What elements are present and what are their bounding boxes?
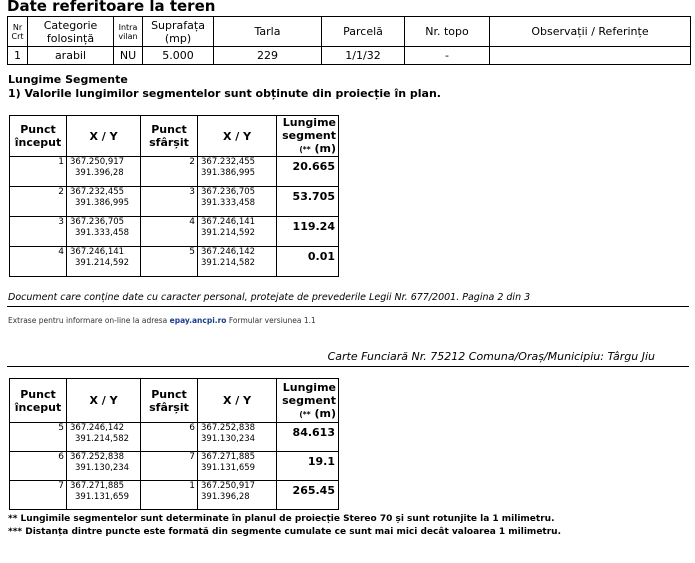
coord-x: 367.246,142 bbox=[201, 247, 256, 257]
coord-y: 391.130,234 bbox=[75, 463, 130, 473]
segments-body-2 bbox=[10, 423, 339, 510]
lungime-cell: 0.01 bbox=[277, 247, 339, 277]
header-punct-inceput bbox=[10, 116, 67, 157]
punct-sfarsit-cell: 6 bbox=[141, 423, 198, 452]
segment-row bbox=[10, 157, 339, 187]
header-xy-start: X / Y bbox=[67, 379, 141, 423]
cell-parcela: 1/1/32 bbox=[322, 47, 405, 65]
coord-y: 391.131,659 bbox=[75, 492, 130, 502]
header-punct-inceput-line2: început bbox=[14, 136, 62, 149]
coord-y: 391.214,592 bbox=[201, 228, 256, 238]
coord-start-cell bbox=[67, 187, 141, 217]
coord-x: 367.252,838 bbox=[70, 452, 125, 462]
segments-table-1 bbox=[9, 115, 339, 277]
header-intravilan-line1: Intra bbox=[118, 22, 138, 32]
coord-x: 367.271,885 bbox=[70, 481, 125, 491]
header-xy-end: X / Y bbox=[198, 379, 277, 423]
header-punct-inceput-line1: Punct bbox=[20, 387, 56, 401]
header-intravilan-line2: vilan bbox=[118, 31, 138, 41]
segment-row bbox=[10, 481, 339, 510]
coord-end-cell bbox=[198, 157, 277, 187]
lungime-cell: 20.665 bbox=[277, 157, 339, 187]
cell-intravilan: NU bbox=[114, 47, 143, 65]
header-tarla: Tarla bbox=[214, 17, 322, 47]
segments-header-row bbox=[10, 116, 339, 157]
header-lungime bbox=[277, 379, 339, 423]
segment-row bbox=[10, 217, 339, 247]
punct-inceput-cell: 4 bbox=[10, 247, 67, 277]
coord-x: 367.250,917 bbox=[70, 157, 125, 167]
page-divider bbox=[7, 306, 689, 307]
header-lungime bbox=[277, 116, 339, 157]
punct-inceput-cell: 7 bbox=[10, 481, 67, 510]
coord-x: 367.252,838 bbox=[201, 423, 256, 433]
header-punct-sfarsit-line1: Punct bbox=[151, 387, 187, 401]
extras-prefix: Extrase pentru informare on-line la adresa bbox=[8, 316, 170, 325]
header-lungime-mark: (** bbox=[299, 409, 311, 419]
coord-y: 391.214,582 bbox=[201, 258, 256, 268]
coord-end-cell bbox=[198, 247, 277, 277]
coord-start-cell bbox=[67, 217, 141, 247]
coord-end-cell bbox=[198, 481, 277, 510]
extras-note bbox=[8, 316, 316, 325]
header-lungime-line1: Lungime bbox=[282, 116, 336, 129]
punct-sfarsit-cell: 3 bbox=[141, 187, 198, 217]
footnote-2: *** Distanța dintre puncte este formată din segmente cumulate ce sunt mai mici decât valoarea 1 milimetru. bbox=[8, 527, 561, 537]
header-xy-start: X / Y bbox=[67, 116, 141, 157]
lungime-cell: 53.705 bbox=[277, 187, 339, 217]
lungime-cell: 265.45 bbox=[277, 481, 339, 510]
punct-inceput-cell: 1 bbox=[10, 157, 67, 187]
coord-y: 391.386,995 bbox=[75, 198, 130, 208]
punct-inceput-cell: 2 bbox=[10, 187, 67, 217]
segment-row bbox=[10, 247, 339, 277]
lungime-section bbox=[8, 73, 441, 101]
footnote-1: ** Lungimile segmentelor sunt determinate în planul de proiecție Stereo 70 și sunt rotunjite la 1 milimetru. bbox=[8, 514, 555, 524]
coord-y: 391.130,234 bbox=[201, 434, 256, 444]
segments-table-2 bbox=[9, 378, 339, 510]
punct-sfarsit-cell: 2 bbox=[141, 157, 198, 187]
coord-x: 367.236,705 bbox=[201, 187, 256, 197]
header-nr-crt bbox=[8, 17, 28, 47]
header-punct-sfarsit-line2: sfârșit bbox=[149, 400, 189, 414]
coord-end-cell bbox=[198, 452, 277, 481]
header-punct-inceput-line1: Punct bbox=[20, 123, 56, 136]
coord-y: 391.131,659 bbox=[201, 463, 256, 473]
coord-y: 391.386,995 bbox=[201, 168, 256, 178]
punct-inceput-cell: 5 bbox=[10, 423, 67, 452]
header-punct-sfarsit-line2: sfârșit bbox=[149, 136, 189, 149]
coord-x: 367.232,455 bbox=[70, 187, 125, 197]
coord-end-cell bbox=[198, 217, 277, 247]
header-punct-sfarsit-line1: Punct bbox=[151, 123, 187, 136]
coord-x: 367.250,917 bbox=[201, 481, 256, 491]
segment-row bbox=[10, 187, 339, 217]
document-note: Document care conține date cu caracter personal, protejate de prevederile Legii Nr. 677/2001. Pagina 2 din 3 bbox=[8, 292, 531, 303]
section-title: Date referitoare la teren bbox=[7, 0, 216, 15]
punct-sfarsit-cell: 7 bbox=[141, 452, 198, 481]
punct-sfarsit-cell: 1 bbox=[141, 481, 198, 510]
header-parcela: Parcelă bbox=[322, 17, 405, 47]
lungime-cell: 84.613 bbox=[277, 423, 339, 452]
coord-x: 367.271,885 bbox=[201, 452, 256, 462]
header-lungime-line1: Lungime bbox=[282, 380, 336, 394]
header-punct-sfarsit bbox=[141, 116, 198, 157]
coord-end-cell bbox=[198, 423, 277, 452]
segments-body-1 bbox=[10, 157, 339, 277]
coord-start-cell bbox=[67, 452, 141, 481]
coord-x: 367.232,455 bbox=[201, 157, 256, 167]
cell-suprafata: 5.000 bbox=[143, 47, 214, 65]
cell-tarla: 229 bbox=[214, 47, 322, 65]
lungime-cell: 119.24 bbox=[277, 217, 339, 247]
lungime-note: 1) Valorile lungimilor segmentelor sunt obținute din proiecție în plan. bbox=[8, 87, 441, 100]
header-lungime-unit: (m) bbox=[310, 406, 336, 420]
segments-header-row bbox=[10, 379, 339, 423]
coord-x: 367.236,705 bbox=[70, 217, 125, 227]
header-xy-end: X / Y bbox=[198, 116, 277, 157]
teren-data-row bbox=[8, 47, 691, 65]
header-categorie-line1: Categorie bbox=[43, 18, 98, 32]
coord-y: 391.333,458 bbox=[75, 228, 130, 238]
coord-y: 391.214,592 bbox=[75, 258, 130, 268]
header-punct-inceput bbox=[10, 379, 67, 423]
header-nr-crt-line1: Nr bbox=[12, 22, 23, 32]
punct-inceput-cell: 6 bbox=[10, 452, 67, 481]
header-suprafata-line2: (mp) bbox=[164, 31, 192, 45]
coord-start-cell bbox=[67, 247, 141, 277]
coord-x: 367.246,142 bbox=[70, 423, 125, 433]
coord-start-cell bbox=[67, 157, 141, 187]
coord-y: 391.214,582 bbox=[75, 434, 130, 444]
coord-x: 367.246,141 bbox=[201, 217, 256, 227]
extras-site-link[interactable]: epay.ancpi.ro bbox=[169, 316, 227, 325]
coord-y: 391.333,458 bbox=[201, 198, 256, 208]
header-lungime-line2: segment bbox=[282, 393, 336, 407]
cell-nr-topo: - bbox=[405, 47, 490, 65]
lungime-cell: 19.1 bbox=[277, 452, 339, 481]
coord-end-cell bbox=[198, 187, 277, 217]
header-lungime-unit: (m) bbox=[310, 142, 336, 155]
carte-funciara-header: Carte Funciară Nr. 75212 Comuna/Oraș/Municipiu: Târgu Jiu bbox=[327, 350, 655, 363]
header-categorie-line2: folosință bbox=[46, 31, 95, 45]
header-punct-inceput-line2: început bbox=[14, 400, 62, 414]
header-divider bbox=[7, 366, 689, 367]
punct-sfarsit-cell: 4 bbox=[141, 217, 198, 247]
header-categorie bbox=[28, 17, 114, 47]
header-intravilan bbox=[114, 17, 143, 47]
header-observatii: Observații / Referințe bbox=[490, 17, 691, 47]
header-nr-crt-line2: Crt bbox=[11, 31, 24, 41]
segment-row bbox=[10, 423, 339, 452]
header-lungime-mark: (** bbox=[299, 145, 311, 154]
extras-suffix: Formular versiunea 1.1 bbox=[226, 316, 316, 325]
header-nr-topo: Nr. topo bbox=[405, 17, 490, 47]
teren-table bbox=[7, 16, 691, 65]
lungime-heading: Lungime Segmente bbox=[8, 73, 128, 86]
teren-header-row bbox=[8, 17, 691, 47]
coord-start-cell bbox=[67, 481, 141, 510]
coord-y: 391.396,28 bbox=[201, 492, 250, 502]
punct-sfarsit-cell: 5 bbox=[141, 247, 198, 277]
header-suprafata bbox=[143, 17, 214, 47]
header-suprafata-line1: Suprafața bbox=[151, 18, 205, 32]
header-punct-sfarsit bbox=[141, 379, 198, 423]
cell-nr-crt: 1 bbox=[8, 47, 28, 65]
coord-x: 367.246,141 bbox=[70, 247, 125, 257]
coord-y: 391.396,28 bbox=[75, 168, 124, 178]
segment-row bbox=[10, 452, 339, 481]
coord-start-cell bbox=[67, 423, 141, 452]
header-lungime-line2: segment bbox=[282, 129, 336, 142]
cell-categorie: arabil bbox=[28, 47, 114, 65]
punct-inceput-cell: 3 bbox=[10, 217, 67, 247]
cell-observatii bbox=[490, 47, 691, 65]
